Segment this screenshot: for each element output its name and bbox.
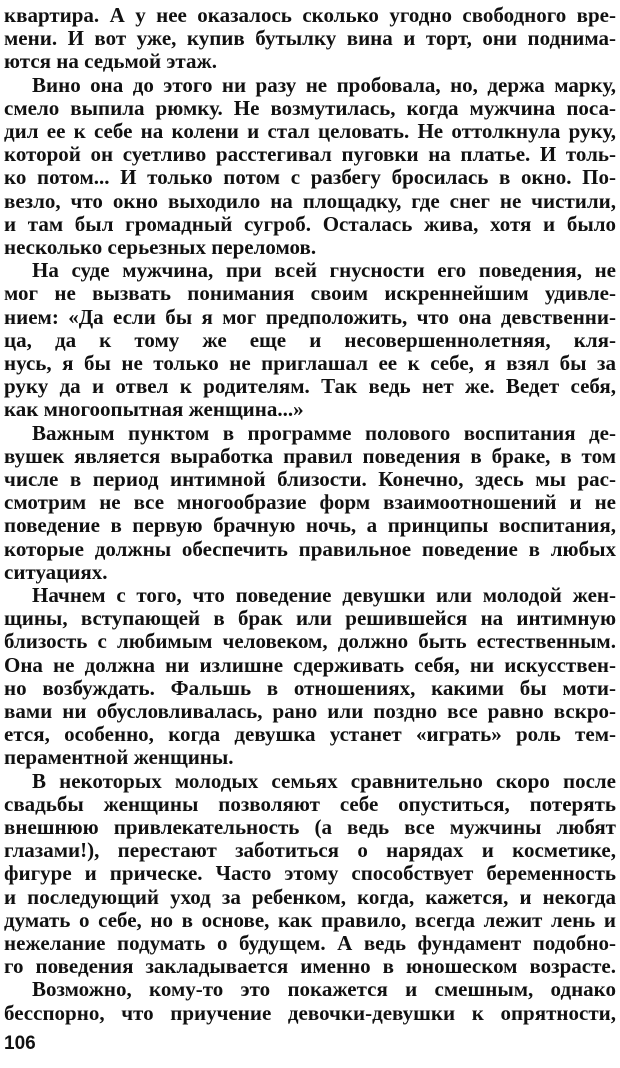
text-line: которые должны обеспечить правильное поведение в любых <box>4 536 616 561</box>
text-line: Вино она до этого ни разу не пробовала, но, держа марку, <box>32 72 616 97</box>
text-line: мог не вызвать понимания своим искреннейшим удивле- <box>4 281 616 306</box>
text-line: щины, вступающей в брак или решившейся на интимную <box>4 606 616 631</box>
text-line: несколько серьезных переломов. <box>4 235 317 259</box>
text-line: везло, что окно выходило на площадку, где снег не чистили, <box>4 188 616 213</box>
text-line: которой он суетливо расстегивал пуговки на платье. И толь- <box>4 142 616 167</box>
page-number: 106 <box>4 1033 36 1054</box>
text-line: ются на седьмой этаж. <box>4 49 217 74</box>
text-line: думать о себе, но в основе, как правило, всегда лежит лень и <box>4 907 616 932</box>
text-line: Начнем с того, что поведение девушки или молодой жен- <box>32 583 616 607</box>
text-line: поведение в первую брачную ночь, а принципы воспитания, <box>4 513 616 538</box>
text-line: и последующий уход за ребенком, когда, кажется, и некогда <box>4 884 616 909</box>
text-line: глазами!), перестают заботиться о нарядах и косметике, <box>4 838 616 863</box>
text-line: и там был громадный сугроб. Осталась жива, хотя и было <box>4 211 616 236</box>
book-page <box>4 2 616 1066</box>
text-line: ется, особенно, когда девушка устанет «играть» роль тем- <box>4 722 616 747</box>
text-line: смело выпила рюмку. Не возмутилась, когда мужчина поса- <box>4 95 616 120</box>
text-line: ситуациях. <box>4 559 108 584</box>
text-line: вушек является выработка правил поведения в браке, в том <box>4 443 616 468</box>
text-line: Возможно, кому-то это покажется и смешным, однако <box>32 977 616 1002</box>
text-line: го поведения закладывается именно в юношеском возрасте. <box>4 954 616 979</box>
text-line: как многоопытная женщина...» <box>4 397 304 422</box>
text-line: руку да и отвел к родителям. Так ведь нет же. Ведет себя, <box>4 374 616 399</box>
text-line: вами ни обусловливалась, рано или поздно все равно вскро- <box>4 699 616 723</box>
text-line: На суде мужчина, при всей гнусности его поведения, не <box>32 258 616 283</box>
text-line: пераментной женщины. <box>4 745 234 770</box>
text-line: внешнюю привлекательность (а ведь все мужчины любят <box>4 815 616 839</box>
text-line: ко потом... И только потом с разбегу бросилась в окно. По- <box>4 165 616 190</box>
text-line: свадьбы женщины позволяют себе опуститься, потерять <box>4 791 616 816</box>
text-line: числе в период интимной близости. Конечно, здесь мы рас- <box>4 467 616 491</box>
text-line: фигуре и прическе. Часто этому способствует беременность <box>4 861 616 886</box>
text-line: Важным пунктом в программе полового воспитания де- <box>32 420 616 445</box>
text-line: нежелание подумать о будущем. А ведь фундамент подобно- <box>4 931 616 955</box>
text-line: бесспорно, что приучение девочки-девушки к опрятности, <box>4 1000 616 1025</box>
text-line: но возбуждать. Фальшь в отношениях, какими бы моти- <box>4 675 616 700</box>
text-line: ца, да к тому же еще и несовершеннолетняя, кля- <box>4 327 616 352</box>
text-line: близость с любимым человеком, должно быть естественным. <box>4 629 616 654</box>
text-line: квартира. А у нее оказалось сколько угодно свободного вре- <box>4 3 616 27</box>
text-line: В некоторых молодых семьях сравнительно скоро после <box>32 768 616 793</box>
text-line: смотрим не все многообразие форм взаимоотношений и не <box>4 490 616 515</box>
text-line: мени. И вот уже, купив бутылку вина и торт, они поднима- <box>4 26 616 51</box>
text-line: нием: «Да если бы я мог предположить, что она девственни- <box>4 304 616 329</box>
text-line: Она не должна ни излишне сдерживать себя, ни искусствен- <box>4 652 616 677</box>
text-line: дил ее к себе на колени и стал целовать. Не оттолкнула руку, <box>4 119 616 143</box>
text-line: нусь, я бы не только не приглашал ее к себе, я взял бы за <box>4 351 616 375</box>
